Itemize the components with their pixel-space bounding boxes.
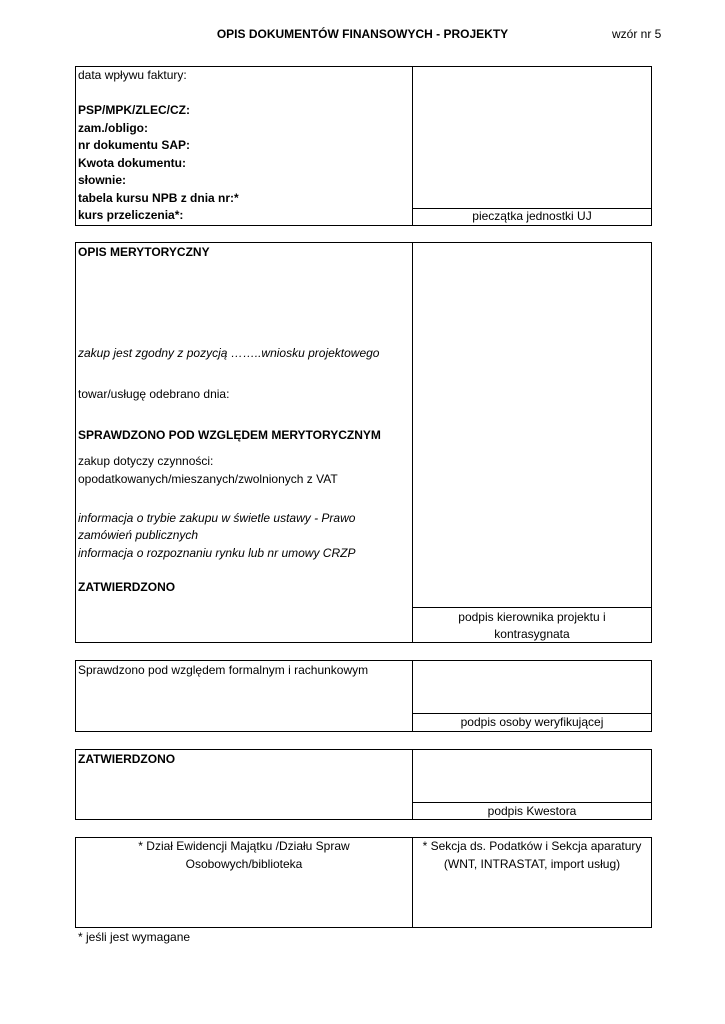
psp-label: PSP/MPK/ZLEC/CZ: (78, 103, 191, 117)
vat-activity-line-2: opodatkowanych/mieszanych/zwolnionych z VAT (78, 472, 338, 486)
project-manager-signature-line-2: kontrasygnata (494, 627, 570, 641)
document-amount-label: Kwota dokumentu: (78, 156, 186, 170)
footnote: * jeśli jest wymagane (78, 930, 191, 944)
amount-in-words-label: słownie: (78, 173, 127, 187)
order-label: zam./obligo: (78, 121, 148, 135)
stamp-caption: pieczątka jednostki UJ (472, 209, 592, 223)
vat-activity-line-1: zakup dotyczy czynności: (78, 454, 214, 468)
invoice-info-divider (412, 66, 413, 226)
nbp-table-label: tabela kursu NPB z dnia nr:* (78, 191, 239, 205)
project-manager-signature-line (412, 607, 652, 608)
tax-section-line-2: (WNT, INTRASTAT, import usług) (443, 857, 621, 871)
purchase-consistency-text: zakup jest zgodny z pozycją ……..wniosku projektowego (78, 346, 380, 360)
procurement-mode-line-1: informacja o trybie zakupu w świetle ustawy - Prawo (78, 511, 356, 525)
procurement-mode-line-2: zamówień publicznych (78, 528, 199, 542)
project-manager-signature-line-1: podpis kierownika projektu i (458, 610, 606, 624)
asset-department-line-1: * Dział Ewidencji Majątku /Działu Spraw (138, 839, 350, 853)
approved-heading: ZATWIERDZONO (78, 580, 176, 594)
verifier-signature-caption: podpis osoby weryfikującej (460, 715, 604, 729)
bursar-signature-caption: podpis Kwestora (487, 804, 577, 818)
sap-number-label: nr dokumentu SAP: (78, 138, 191, 152)
market-research-text: informacja o rozpoznaniu rynku lub nr umowy CRZP (78, 546, 356, 560)
exchange-rate-label: kurs przeliczenia*: (78, 208, 184, 222)
formal-verification-text: Sprawdzono pod względem formalnym i rachunkowym (78, 663, 369, 677)
received-on-text: towar/usługę odebrano dnia: (78, 387, 230, 401)
substantive-description-heading: OPIS MERYTORYCZNY (78, 245, 210, 259)
tax-section-line-1: * Sekcja ds. Podatków i Sekcja aparatury (422, 839, 642, 853)
checked-substantively-heading: SPRAWDZONO POD WZGLĘDEM MERYTORYCZNYM (78, 428, 381, 442)
substantive-description-divider (412, 242, 413, 643)
receipt-date-label: data wpływu faktury: (78, 68, 187, 82)
page-title: OPIS DOKUMENTÓW FINANSOWYCH - PROJEKTY (216, 27, 509, 41)
asset-department-line-2: Osobowych/biblioteka (185, 857, 303, 871)
bursar-approved-heading: ZATWIERDZONO (78, 752, 176, 766)
form-number: wzór nr 5 (612, 27, 662, 41)
